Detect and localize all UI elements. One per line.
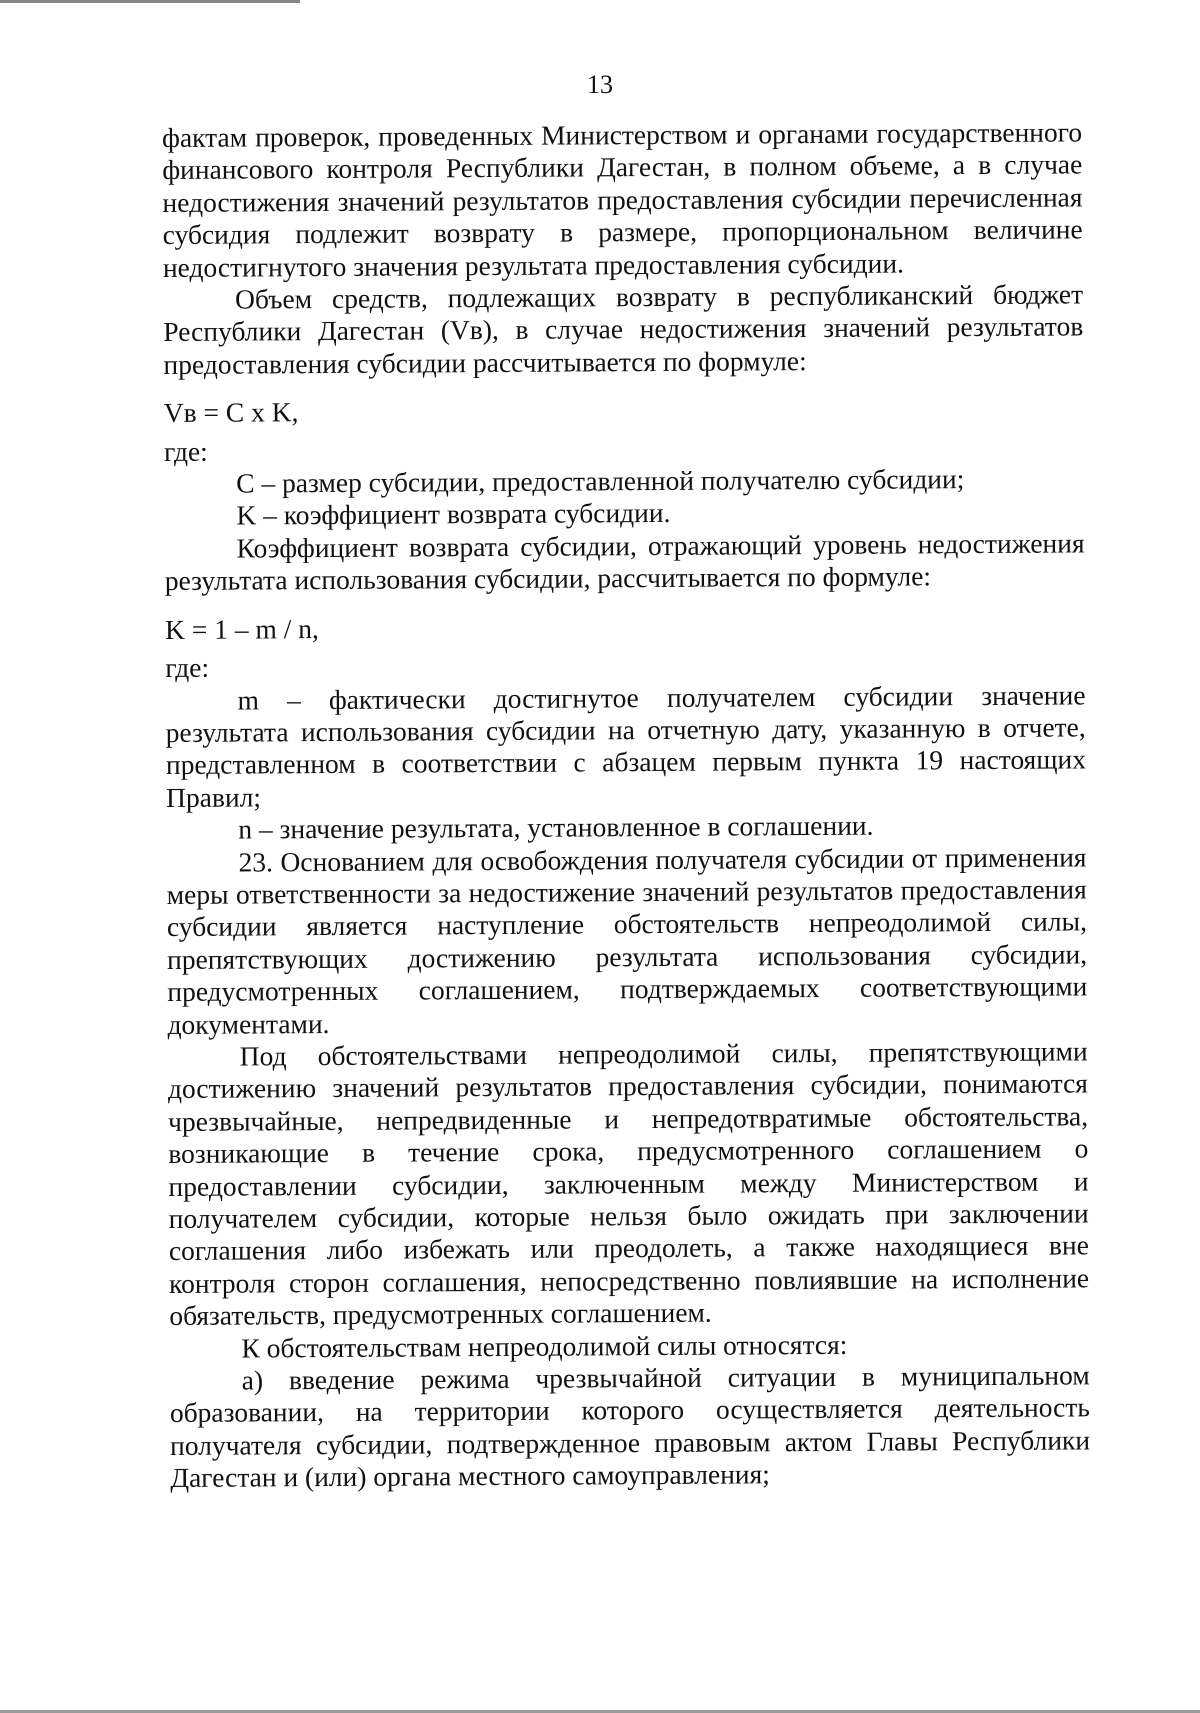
paragraph-23: 23. Основанием для освобождения получателя субсидии от применения меры ответственности за недостижение значений результатов предоставления субсидии является наступление обстоятельств непреодолимой силы, препятствующих достижению результата использования субсидии, предусмотренных соглашением, подтверждаемых соответствующими документами. <box>166 840 1088 1040</box>
where-label-1: где: <box>163 435 208 467</box>
paragraph-continuation: фактам проверок, проведенных Министерством и органами государственного финансового контроля Республики Дагестан, в полном объеме, а в случае недостижения значений результатов предоставления субсидии перечисленная субсидия подлежит возврату в размере, пропорциональном величине недостигнутого значения результата предоставления субсидии. <box>162 116 1083 283</box>
paragraph-refund-volume: Объем средств, подлежащих возврату в республиканский бюджет Республики Дагестан (Vв), в случае недостижения значений результатов предоставления субсидии рассчитывается по формуле: <box>163 278 1084 380</box>
page-number: 13 <box>587 70 613 99</box>
definition-m: m – фактически достигнутое получателем субсидии значение результата использования субсидии на отчетную дату, указанную в отчете, представленном в соответствии с абзацем первым пункта 19 настоящих Правил; <box>165 678 1087 813</box>
definition-c: С – размер субсидии, предоставленной получателю субсидии; <box>236 463 965 499</box>
paragraph-force-majeure-definition: Под обстоятельствами непреодолимой силы, препятствующими достижению значений результатов предоставления субсидии, понимаются чрезвычайные, непредвиденные и непредотвратимые обстоятельства, возникающие в течение срока, предусмотренного соглашением о предоставлении субсидии, заключенным между Министерством и получателем субсидии, которые нельзя было ожидать при заключении соглашения либо избежать или преодолеть, а также находящиеся вне контроля сторон соглашения, непосредственно повлиявшие на исполнение обязательств, предусмотренных соглашением. <box>167 1035 1090 1332</box>
scan-top-edge <box>0 0 300 3</box>
list-item-a: а) введение режима чрезвычайной ситуации в муниципальном образовании, на территории которого осуществляется деятельность получателя субсидии, подтвержденное правовым актом Главы Республики Дагестан и (или) органа местного самоуправления; <box>169 1359 1091 1494</box>
definition-n: n – значение результата, установленное в соглашении. <box>238 809 874 845</box>
formula-coefficient: K = 1 – m / n, <box>165 612 319 645</box>
definition-k: K – коэффициент возврата субсидии. <box>236 497 671 532</box>
document-body <box>162 116 1090 1494</box>
paragraph-coefficient: Коэффициент возврата субсидии, отражающий уровень недостижения результата использования субсидии, рассчитывается по формуле: <box>164 527 1085 597</box>
formula-refund-volume: Vв = С х K, <box>163 396 299 429</box>
where-label-2: где: <box>165 651 210 684</box>
paragraph-force-majeure-list-intro: К обстоятельствам непреодолимой силы относятся: <box>241 1328 848 1364</box>
